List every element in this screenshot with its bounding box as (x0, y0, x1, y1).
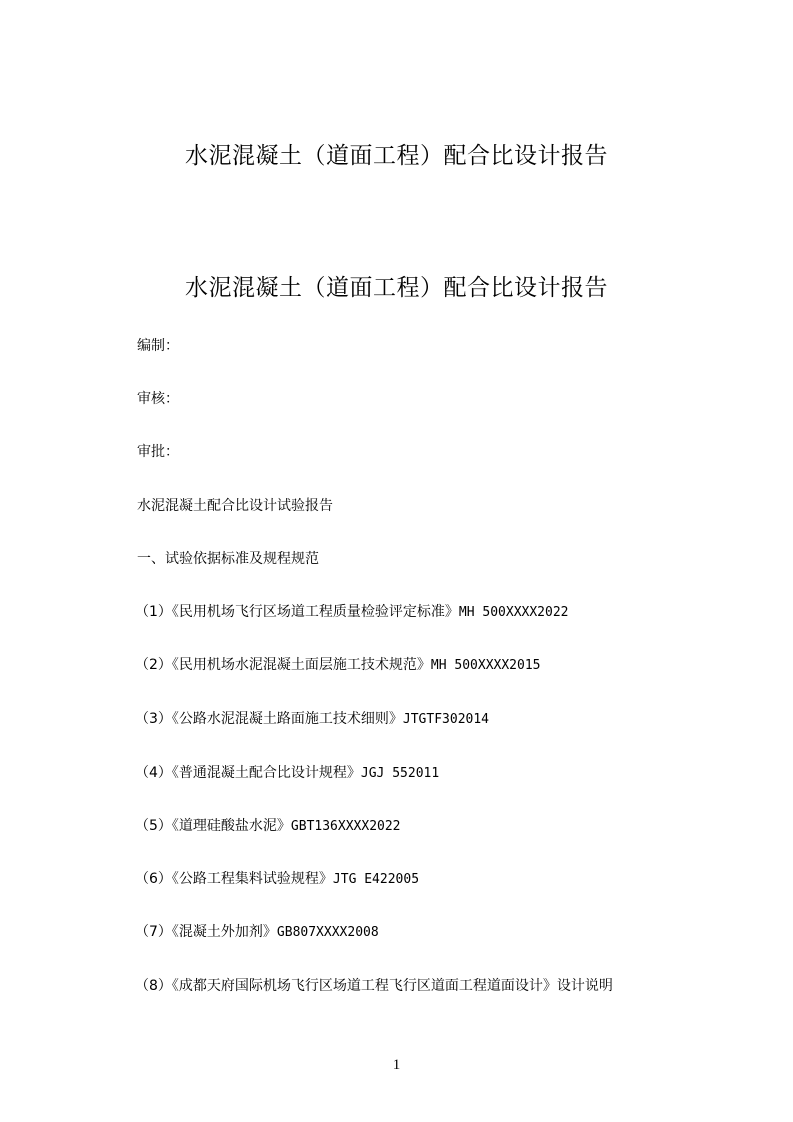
reference-code: JTGTF302014 (402, 712, 489, 727)
reference-title: （1）《民用机场飞行区场道工程质量检验评定标准》 (135, 604, 459, 620)
reference-code: GBT136XXXX2022 (290, 819, 401, 834)
page-number: 1 (392, 1057, 401, 1073)
reference-code: MH 500XXXX2015 (430, 658, 541, 673)
reference-title: （3）《公路水泥混凝土路面施工技术细则》 (135, 711, 403, 727)
reference-item (135, 763, 439, 784)
cover-title: 水泥混凝土（道面工程）配合比设计报告 (185, 143, 608, 169)
approved-by-label: 审批： (137, 444, 179, 460)
reference-item (135, 655, 540, 676)
reference-title: （8）《成都天府国际机场飞行区场道工程飞行区道面工程道面设计》设计说明 (135, 978, 613, 994)
reference-code: MH 500XXXX2022 (458, 605, 569, 620)
reference-code: GB807XXXX2008 (276, 925, 379, 940)
reference-code: JGJ 552011 (360, 766, 440, 781)
reference-item (135, 869, 419, 890)
reference-title: （7）《混凝土外加剂》 (135, 924, 277, 940)
reference-title: （5）《道理硅酸盐水泥》 (135, 818, 291, 834)
reference-item (135, 816, 401, 837)
report-title: 水泥混凝土（道面工程）配合比设计报告 (185, 275, 608, 301)
reference-item (135, 709, 489, 730)
section-1-heading: 一、试验依据标准及规程规范 (137, 551, 319, 567)
reference-item (135, 602, 568, 623)
reference-item (135, 922, 379, 943)
reference-title: （2）《民用机场水泥混凝土面层施工技术规范》 (135, 657, 431, 673)
reference-code: JTG E422005 (332, 872, 420, 887)
report-subtitle: 水泥混凝土配合比设计试验报告 (137, 498, 333, 514)
reference-title: （4）《普通混凝土配合比设计规程》 (135, 765, 361, 781)
reference-title: （6）《公路工程集料试验规程》 (135, 871, 333, 887)
reference-item (135, 976, 613, 997)
reviewed-by-label: 审核： (137, 391, 179, 407)
compiled-by-label: 编制： (137, 338, 179, 354)
